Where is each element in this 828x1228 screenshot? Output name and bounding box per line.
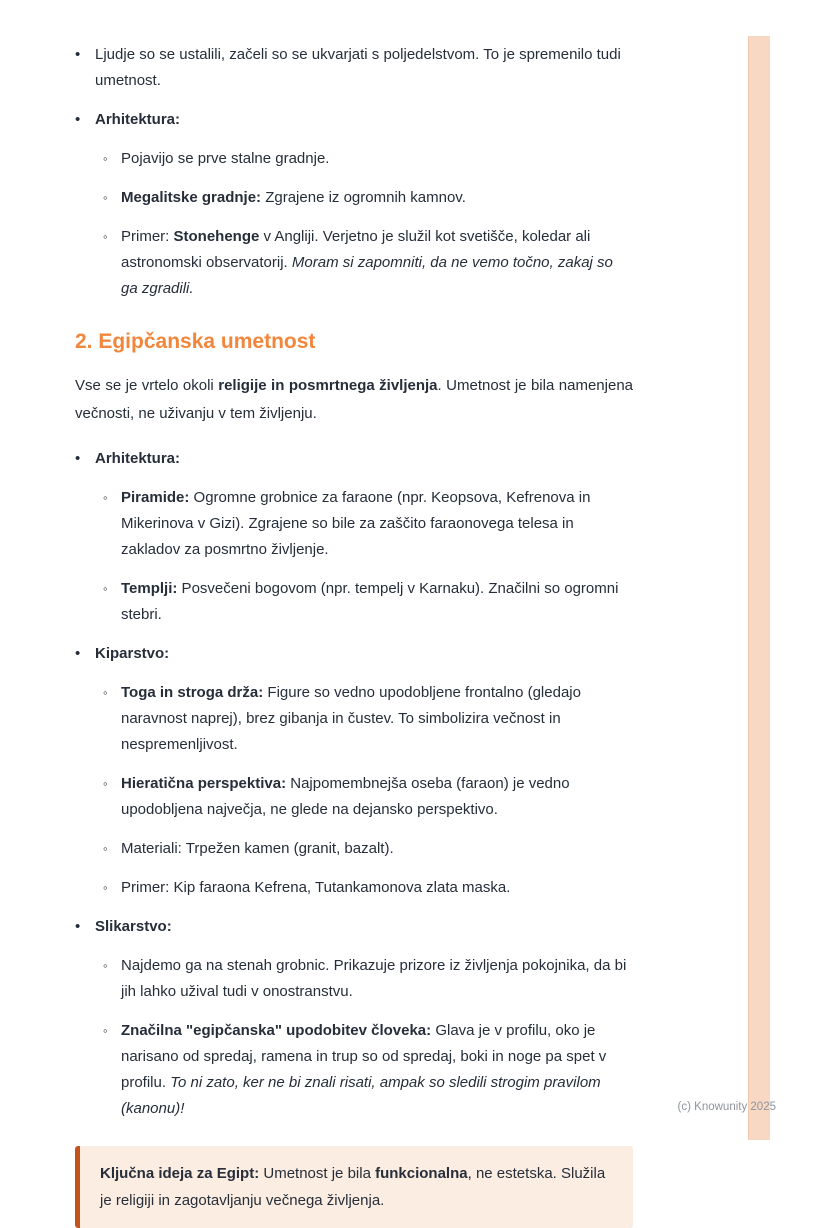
section-heading: 2. Egipčanska umetnost xyxy=(75,330,316,353)
list-item xyxy=(75,641,633,667)
list-subitem xyxy=(103,485,633,563)
bullet-icon: • xyxy=(75,918,81,935)
bullet-icon: • xyxy=(75,111,81,128)
section-list xyxy=(75,446,633,1122)
list-item-text: Templji: Posvečeni bogovom (npr. tempelj v Karnaku). Značilni so ogromni stebri. xyxy=(121,580,619,623)
circle-bullet-icon: ◦ xyxy=(103,841,108,856)
circle-bullet-icon: ◦ xyxy=(103,776,108,791)
circle-bullet-icon: ◦ xyxy=(103,490,108,505)
list-item-text: Primer: Stonehenge v Angliji. Verjetno je služil kot svetišče, koledar ali astronomski observatorij. Moram si zapomniti, da ne vemo točno, zakaj so ga zgradili. xyxy=(121,228,613,297)
page-edge-strip xyxy=(748,36,770,1140)
list-subitem xyxy=(103,224,633,302)
circle-bullet-icon: ◦ xyxy=(103,190,108,205)
list-item-text: Arhitektura: xyxy=(95,450,181,467)
list-item xyxy=(75,446,633,472)
callout-text: Ključna ideja za Egipt: Umetnost je bila funkcionalna, ne estetska. Služila je religiji in zagotavljanju večnega življenja. xyxy=(100,1165,606,1209)
list-item-text: Toga in stroga drža: Figure so vedno upodobljene frontalno (gledajo naravnost naprej), brez gibanja in čustev. To simbolizira večnost in nespremenljivost. xyxy=(121,684,581,753)
bullet-icon: • xyxy=(75,645,81,662)
list-item xyxy=(75,42,633,94)
list-subitem xyxy=(103,1018,633,1122)
circle-bullet-icon: ◦ xyxy=(103,880,108,895)
list-subitem xyxy=(103,576,633,628)
list-subitem xyxy=(103,953,633,1005)
list-subitem xyxy=(103,185,633,211)
section-intro-paragraph: Vse se je vrtelo okoli religije in posmrtnega življenja. Umetnost je bila namenjena večnosti, ne uživanju v tem življenju. xyxy=(75,377,633,422)
list-subitem xyxy=(103,146,633,172)
document-content xyxy=(75,42,633,1228)
bullet-icon: • xyxy=(75,46,81,63)
list-item-text: Značilna "egipčanska" upodobitev človeka: Glava je v profilu, oko je narisano od spredaj, ramena in trup so od spredaj, boki in noge pa spet v profilu. To ni zato, ker ne bi znali risati, ampak so sledili strogim pravilom (kanonu)! xyxy=(121,1022,607,1117)
list-item xyxy=(75,914,633,940)
list-item-text: Hieratična perspektiva: Najpomembnejša oseba (faraon) je vedno upodobljena največja, ne glede na dejansko perspektivo. xyxy=(121,775,570,818)
circle-bullet-icon: ◦ xyxy=(103,581,108,596)
circle-bullet-icon: ◦ xyxy=(103,229,108,244)
list-item-text: Megalitske gradnje: Zgrajene iz ogromnih kamnov. xyxy=(121,189,466,206)
bullet-icon: • xyxy=(75,450,81,467)
list-item-text: Arhitektura: xyxy=(95,111,181,128)
list-item-text: Slikarstvo: xyxy=(95,918,172,935)
list-item-text: Primer: Kip faraona Kefrena, Tutankamonova zlata maska. xyxy=(121,879,511,896)
circle-bullet-icon: ◦ xyxy=(103,958,108,973)
circle-bullet-icon: ◦ xyxy=(103,151,108,166)
list-subitem xyxy=(103,680,633,758)
list-item-text: Kiparstvo: xyxy=(95,645,170,662)
list-subitem xyxy=(103,771,633,823)
list-item-text: Materiali: Trpežen kamen (granit, bazalt). xyxy=(121,840,394,857)
copyright-footer: (c) Knowunity 2025 xyxy=(677,1101,776,1113)
list-subitem xyxy=(103,875,633,901)
circle-bullet-icon: ◦ xyxy=(103,685,108,700)
key-idea-callout xyxy=(75,1146,633,1228)
top-list xyxy=(75,42,633,302)
list-item xyxy=(75,107,633,133)
list-subitem xyxy=(103,836,633,862)
circle-bullet-icon: ◦ xyxy=(103,1023,108,1038)
list-item-text: Najdemo ga na stenah grobnic. Prikazuje prizore iz življenja pokojnika, da bi jih lahko užival tudi v onostranstvu. xyxy=(121,957,627,1000)
list-item-text: Ljudje so se ustalili, začeli so se ukvarjati s poljedelstvom. To je spremenilo tudi umetnost. xyxy=(95,46,621,89)
list-item-text: Pojavijo se prve stalne gradnje. xyxy=(121,150,330,167)
list-item-text: Piramide: Ogromne grobnice za faraone (npr. Keopsova, Kefrenova in Mikerinova v Gizi). Zgrajene so bile za zaščito faraonovega telesa in zakladov za posmrtno življenje. xyxy=(121,489,591,558)
